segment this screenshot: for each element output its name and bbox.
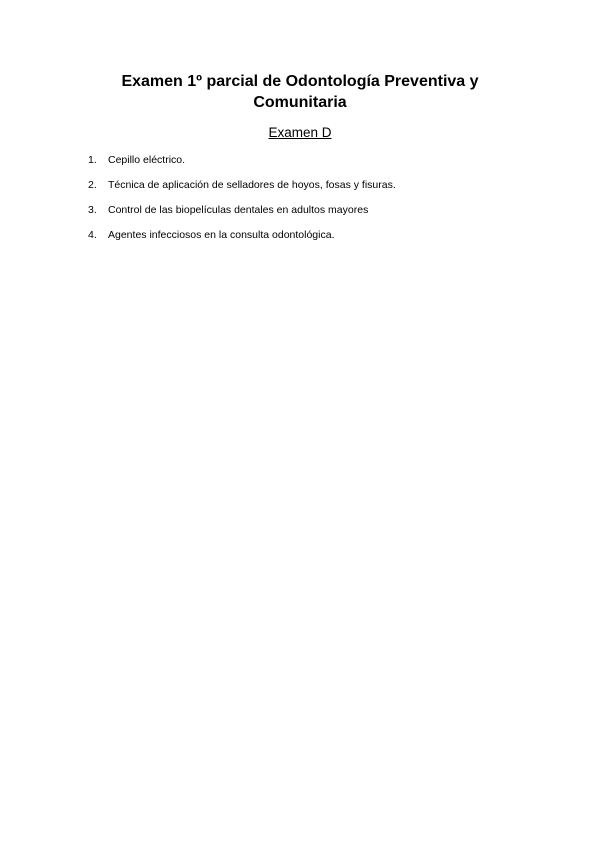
question-item [88,153,528,178]
question-number: 3. [88,204,97,216]
question-number: 4. [88,229,97,241]
question-text: Cepillo eléctrico. [108,154,186,166]
question-item [88,228,528,253]
question-text: Agentes infecciosos en la consulta odontológica. [108,229,335,241]
question-item [88,178,528,203]
question-text: Técnica de aplicación de selladores de hoyos, fosas y fisuras. [108,179,396,191]
question-item [88,203,528,228]
question-text: Control de las biopelículas dentales en adultos mayores [108,204,369,216]
question-number: 1. [88,154,97,166]
document-title: Examen 1º parcial de Odontología Preventiva y Comunitaria [121,73,479,111]
question-list [88,153,528,253]
exam-version: Examen D [268,125,332,140]
question-number: 2. [88,179,97,191]
